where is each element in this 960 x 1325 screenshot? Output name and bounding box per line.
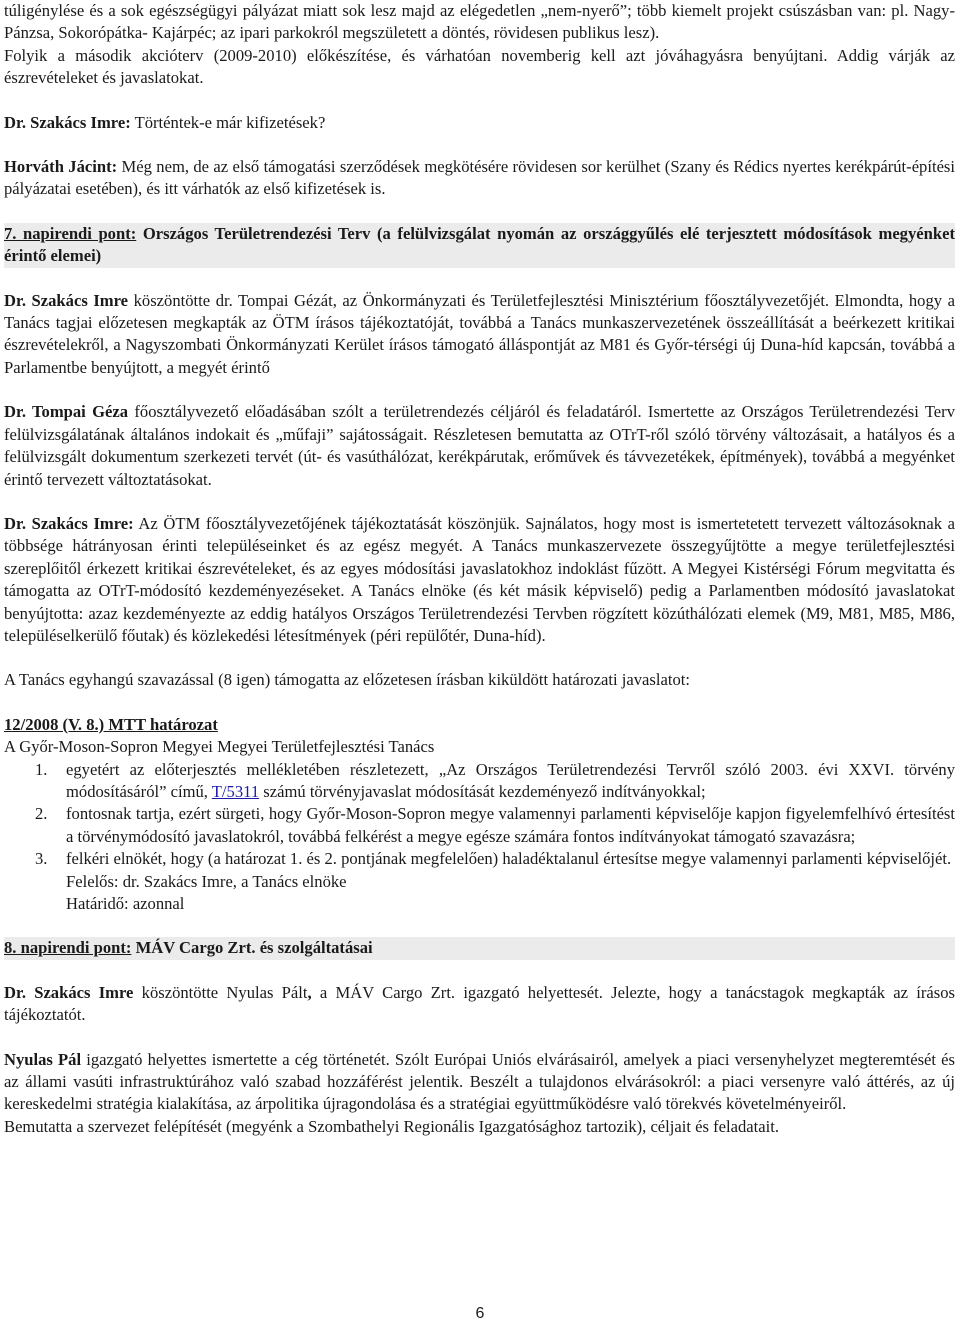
- page-number: 6: [475, 1305, 485, 1322]
- speaker-name: Dr. Szakács Imre: [4, 982, 134, 1002]
- decision-body: A Győr-Moson-Sopron Megyei Megyei Területfejlesztési Tanács: [4, 737, 435, 757]
- paragraph-tompai-presentation: Dr. Tompai Géza főosztályvezető előadásában szólt a területrendezés céljáról és feladatáról. Ismertette az Országos Területrendezési Terv felülvizsgálatának általános indokait és „műfaji” sajátosságait. Részletesen bemutatta az OTrT-ről szóló törvény változásait, a hatályos és a felülvizsgált dokumentum szerkezeti tervét (út- és vasúthálózat, kerékpárutak, erőművek és távvezetékek, építmények), továbbá a megyénket érintő tervezett változtatásokat.: [4, 402, 955, 489]
- decision-deadline: Határidő: azonnal: [66, 894, 185, 913]
- paragraph-welcome-tompai: Dr. Szakács Imre köszöntötte dr. Tompai Gézát, az Önkormányzati és Területfejlesztési Minisztérium főosztályvezetőjét. Elmondta, hogy a Tanács tagjai előzetesen megkapták az ÖTM írásos tájékoztatóját, továbbá a Tanács munkaszervezetének összeállítását a beérkezett kritikai észrevételekről, a Nagyszombati Önkormányzati Kerület írásos támogató álláspontját az M81 és Győr-térségi új Duna-híd kapcsán, továbbá a Parlamentbe benyújtott, a megyét érintő: [4, 290, 955, 377]
- document-page: [4, 0, 955, 1138]
- speaker-name: Dr. Szakács Imre:: [4, 513, 134, 533]
- answer-payments: Horváth Jácint: Még nem, de az első támogatási szerződések megkötésére rövidesen sor kerülhet (Szany és Rédics nyertes kerékpárút-építési pályázatai esetében), és itt várhatók az első kifizetések is.: [4, 157, 956, 199]
- paragraph-nyulas-presentation: Nyulas Pál igazgató helyettes ismertette a cég történetét. Szólt Európai Uniós elvárásairól, amelyek a piaci versenyhelyzet megteremtését és az állami vasúti infrastruktúrához való szabad hozzáférést jelentik. Beszélt a tulajdonos elvárásokról: a piaci versenyre való áttérés, az új kereskedelmi stratégia kialakítása, az árpolitika újragondolása és a stratégiai együttműködésre való törekvés követelményeiről.: [4, 1049, 955, 1114]
- list-number: 2.: [35, 804, 48, 824]
- paragraph-szakacs-response: Dr. Szakács Imre: Az ÖTM főosztályvezetőjének tájékoztatását köszönjük. Sajnálatos, hogy most is ismertetetett tervezett változásoknak a többsége hátrányosan érinti településeinket és az egész megyét. A Tanács munkaszervezete összegyűjtötte a megye területfejlesztési szereplőitől érkezett kritikai észrevételeket, és az egyes módosítási javaslatokhoz indoklást fűzött. A Megyei Kistérségi Fórum megvitatta és támogatta az OTrT-módosító kezdeményezéseket. A Tanács elnöke (és két másik képviselő) pedig a Parlamentben módosító javaslatokat benyújtotta: azaz kezdeményezte az eddig hatályos Országos Területrendezési Tervben rögzített közúthálózati elemek (M9, M81, M85, M86, településelkerülő főutak) és közlekedési létesítmények (péri repülőtér, Duna-híd).: [4, 513, 955, 645]
- question-payments: Dr. Szakács Imre: Történtek-e már kifizetések?: [4, 112, 326, 132]
- decision-title: 12/2008 (V. 8.) MTT határozat: [4, 714, 218, 734]
- speaker-name: Dr. Szakács Imre: [4, 290, 129, 310]
- list-number: 1.: [35, 759, 48, 779]
- decision-item-2: 2. fontosnak tartja, ezért sürgeti, hogy Győr-Moson-Sopron megye valamennyi parlamenti képviselője kapjon figyelemfelhívó értesítést a törvénymódosító javaslatokról, továbbá felkérést a megye egésze számára fontos indítványokat támogató szavazásra;: [35, 804, 955, 846]
- speaker-name: Dr. Szakács Imre:: [4, 112, 131, 132]
- agenda-item-7-heading: 7. napirendi pont: Országos Területrendezési Terv (a felülvizsgálat nyomán az országgyűlés elé terjesztett módosítások megyénket érintő elemei): [4, 223, 955, 268]
- decision-responsible: Felelős: dr. Szakács Imre, a Tanács elnöke: [66, 871, 347, 891]
- decision-item-1: 1. egyetért az előterjesztés mellékletében részletezett, „Az Országos Területrendezési Tervről szóló 2003. évi XXVI. törvény módosításáról” című, T/5311 számú törvényjavaslat módosítását kezdeményező indítványokkal;: [35, 759, 955, 801]
- speaker-name: Nyulas Pál: [4, 1049, 82, 1069]
- agenda-label: 8. napirendi pont:: [4, 938, 132, 958]
- list-number: 3.: [35, 849, 48, 869]
- decision-item-3: 3. felkéri elnökét, hogy (a határozat 1. és 2. pontjának megfelelően) haladéktalanul értesítse megye valamennyi parlamenti képviselőjét.: [4, 848, 955, 870]
- bill-link-t5311[interactable]: T/5311: [211, 781, 260, 801]
- paragraph-action-plan: Folyik a második akcióterv (2009-2010) előkészítése, és várhatóan novemberig kell azt jóváhagyásra benyújtani. Addig várják az észrevételeket és javaslatokat.: [4, 45, 955, 88]
- decision-list: [4, 759, 955, 871]
- agenda-item-8-heading: 8. napirendi pont: MÁV Cargo Zrt. és szolgáltatásai: [4, 937, 955, 959]
- paragraph-vote: A Tanács egyhangú szavazással (8 igen) támogatta az előzetesen írásban kiküldött határozati javaslatot:: [4, 670, 690, 690]
- speaker-name: Horváth Jácint:: [4, 157, 118, 177]
- speaker-name: Dr. Tompai Géza: [4, 402, 129, 422]
- agenda-label: 7. napirendi pont:: [4, 223, 137, 243]
- paragraph-organization: Bemutatta a szervezet felépítését (megyénk a Szombathelyi Regionális Igazgatósághoz tartozik), céljait és feladatait.: [4, 1116, 779, 1136]
- paragraph-welcome-nyulas: Dr. Szakács Imre köszöntötte Nyulas Pált, a MÁV Cargo Zrt. igazgató helyettesét. Jelezte, hogy a tanácstagok megkapták az írásos tájékoztatót.: [4, 982, 955, 1025]
- paragraph-intro-continued: túligénylése és a sok egészségügyi pályázat miatt sok lesz majd az elégedetlen „nem-nyerő”; több kiemelt projekt csúszásban van: pl. Nagy- Pánzsa, Sokorópátka- Kajárpéc; az ipari parkokról megszületett a döntés, rövidesen publikus lesz).: [4, 1, 955, 43]
